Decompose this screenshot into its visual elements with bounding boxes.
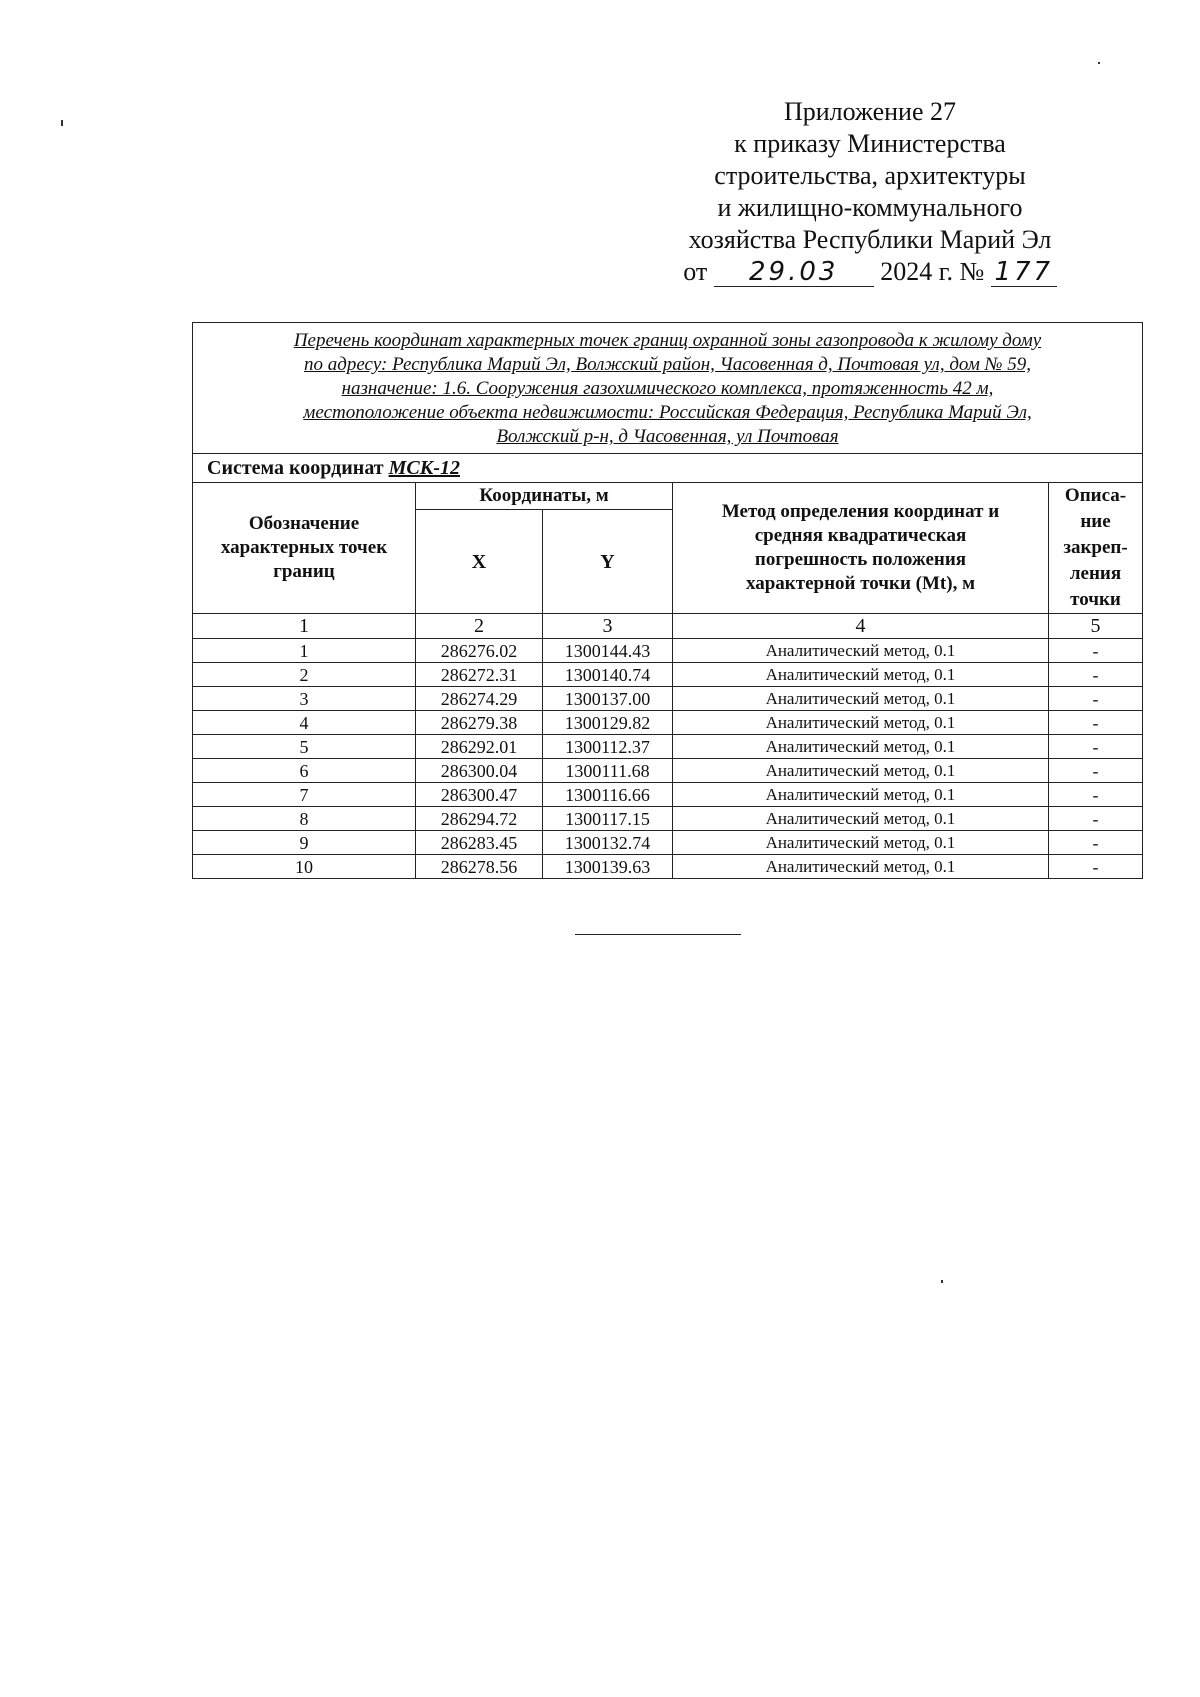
y-cell: 1300111.68 [543, 759, 673, 783]
caption-line: Волжский р-н, д Часовенная, ул Почтовая [496, 426, 839, 447]
table-row [193, 711, 1143, 735]
x-cell: 286292.01 [416, 735, 543, 759]
description-cell: - [1049, 831, 1143, 855]
y-cell: 1300112.37 [543, 735, 673, 759]
x-cell: 286294.72 [416, 807, 543, 831]
system-name: МСК-12 [388, 457, 460, 479]
y-cell: 1300132.74 [543, 831, 673, 855]
description-cell: - [1049, 735, 1143, 759]
year-text: 2024 г. № [880, 257, 985, 286]
method-cell: Аналитический метод, 0.1 [673, 759, 1049, 783]
point-cell: 7 [193, 783, 416, 807]
table-row [193, 831, 1143, 855]
header-text: Обозначение [248, 513, 360, 534]
caption-line: Перечень координат характерных точек границ охранной зоны газопровода к жилому дому [293, 330, 1042, 351]
end-divider [575, 934, 741, 935]
y-cell: 1300117.15 [543, 807, 673, 831]
table-row [193, 855, 1143, 879]
header-line: хозяйства Республики Марий Эл [688, 225, 1052, 254]
x-cell: 286276.02 [416, 639, 543, 663]
column-header-point [193, 483, 416, 614]
x-cell: 286300.47 [416, 783, 543, 807]
y-cell: 1300140.74 [543, 663, 673, 687]
x-cell: 286300.04 [416, 759, 543, 783]
method-cell: Аналитический метод, 0.1 [673, 735, 1049, 759]
header-row [193, 483, 1143, 510]
column-number-row [193, 614, 1143, 639]
method-cell: Аналитический метод, 0.1 [673, 711, 1049, 735]
table-row [193, 783, 1143, 807]
point-cell: 10 [193, 855, 416, 879]
description-cell: - [1049, 687, 1143, 711]
column-header-x: X [416, 510, 543, 614]
point-cell: 9 [193, 831, 416, 855]
method-cell: Аналитический метод, 0.1 [673, 639, 1049, 663]
point-cell: 8 [193, 807, 416, 831]
column-number: 1 [193, 614, 416, 639]
x-cell: 286283.45 [416, 831, 543, 855]
caption-line: назначение: 1.6. Сооружения газохимического комплекса, протяженность 42 м, [341, 378, 994, 399]
column-number: 3 [543, 614, 673, 639]
table-caption [193, 323, 1143, 454]
coordinates-table [192, 322, 1143, 879]
caption-line: по адресу: Республика Марий Эл, Волжский район, Часовенная д, Почтовая ул, дом № 59, [304, 354, 1032, 375]
system-label: Система координат [207, 457, 384, 479]
header-line: и жилищно-коммунального [717, 193, 1023, 222]
table-row [193, 687, 1143, 711]
table-row [193, 807, 1143, 831]
header-text: закреп- [1063, 537, 1128, 558]
caption-row [193, 323, 1143, 454]
header-text: погрешность положения [754, 549, 967, 570]
point-cell: 5 [193, 735, 416, 759]
x-cell: 286274.29 [416, 687, 543, 711]
header-text: характерных точек [220, 537, 388, 558]
table-row [193, 663, 1143, 687]
column-header-coordinates: Координаты, м [416, 483, 673, 510]
header-text: ления [1069, 563, 1122, 584]
scan-speck [61, 120, 63, 126]
column-number: 4 [673, 614, 1049, 639]
scan-speck [941, 1280, 943, 1283]
description-cell: - [1049, 639, 1143, 663]
column-header-y: Y [543, 510, 673, 614]
method-cell: Аналитический метод, 0.1 [673, 831, 1049, 855]
date-prefix: от [683, 257, 708, 286]
caption-line: местоположение объекта недвижимости: Российская Федерация, Республика Марий Эл, [303, 402, 1032, 423]
scan-speck [1098, 62, 1100, 64]
point-cell: 2 [193, 663, 416, 687]
header-text: границ [273, 561, 335, 582]
point-cell: 3 [193, 687, 416, 711]
header-text: ние [1080, 511, 1111, 532]
description-cell: - [1049, 807, 1143, 831]
appendix-header [640, 96, 1100, 288]
coordinate-system [193, 454, 1143, 483]
method-cell: Аналитический метод, 0.1 [673, 807, 1049, 831]
y-cell: 1300139.63 [543, 855, 673, 879]
header-line: к приказу Министерства [734, 129, 1006, 158]
description-cell: - [1049, 711, 1143, 735]
header-line: Приложение 27 [783, 97, 957, 126]
description-cell: - [1049, 855, 1143, 879]
table-row [193, 735, 1143, 759]
x-cell: 286278.56 [416, 855, 543, 879]
y-cell: 1300137.00 [543, 687, 673, 711]
header-text: Описа- [1064, 485, 1127, 506]
description-cell: - [1049, 663, 1143, 687]
header-line: строительства, архитектуры [714, 161, 1026, 190]
column-header-description [1049, 483, 1143, 614]
method-cell: Аналитический метод, 0.1 [673, 855, 1049, 879]
y-cell: 1300144.43 [543, 639, 673, 663]
system-row [193, 454, 1143, 483]
column-number: 2 [416, 614, 543, 639]
method-cell: Аналитический метод, 0.1 [673, 663, 1049, 687]
x-cell: 286279.38 [416, 711, 543, 735]
description-cell: - [1049, 783, 1143, 807]
data-rows [193, 639, 1143, 879]
order-date-line [640, 256, 1100, 288]
header-text: средняя квадратическая [754, 525, 967, 546]
column-header-method [673, 483, 1049, 614]
order-number-handwritten: 177 [991, 258, 1057, 287]
table-row [193, 759, 1143, 783]
x-cell: 286272.31 [416, 663, 543, 687]
header-text: характерной точки (Mt), м [745, 573, 976, 594]
y-cell: 1300129.82 [543, 711, 673, 735]
column-number: 5 [1049, 614, 1143, 639]
description-cell: - [1049, 759, 1143, 783]
y-cell: 1300116.66 [543, 783, 673, 807]
table-row [193, 639, 1143, 663]
header-text: Метод определения координат и [721, 501, 1000, 522]
point-cell: 6 [193, 759, 416, 783]
point-cell: 1 [193, 639, 416, 663]
header-text: точки [1070, 589, 1121, 610]
method-cell: Аналитический метод, 0.1 [673, 783, 1049, 807]
point-cell: 4 [193, 711, 416, 735]
order-date-handwritten: 29.03 [714, 258, 874, 287]
method-cell: Аналитический метод, 0.1 [673, 687, 1049, 711]
